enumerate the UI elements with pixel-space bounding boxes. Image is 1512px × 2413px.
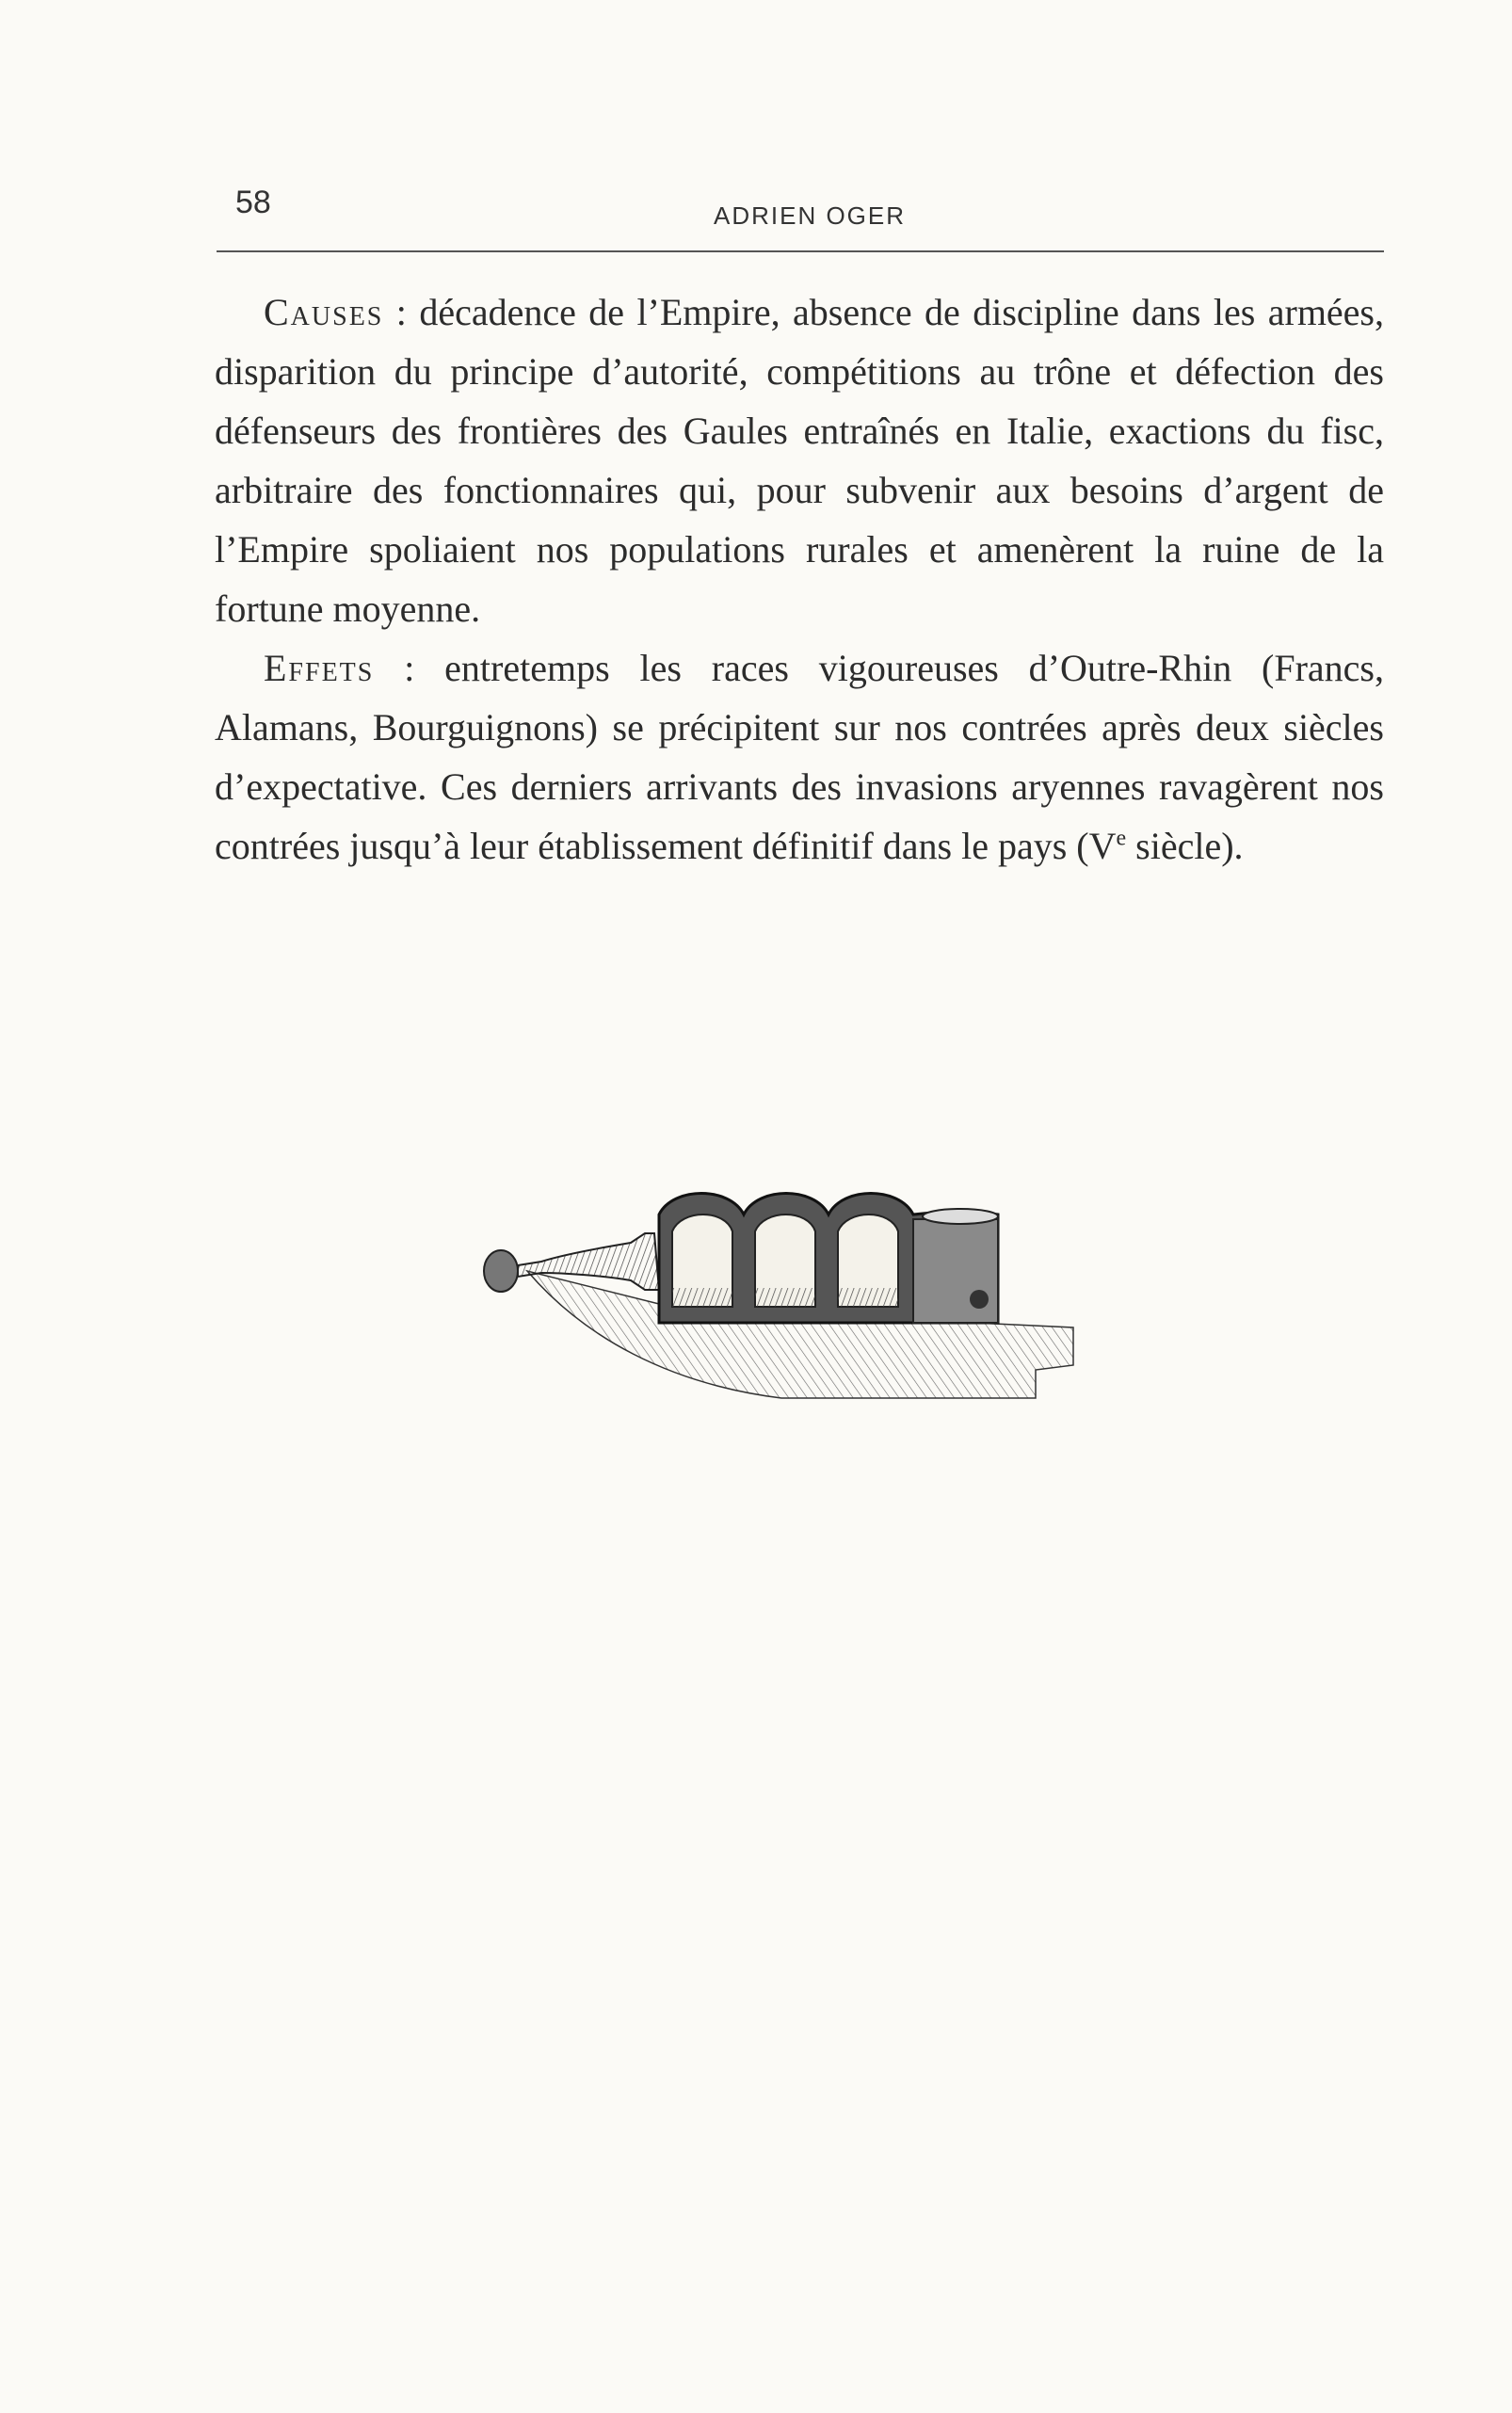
page-header xyxy=(235,185,1384,241)
body-text xyxy=(215,282,1384,876)
page-number: 58 xyxy=(235,185,271,220)
paragraph-causes xyxy=(215,282,1384,638)
paragraph-lead: Effets xyxy=(264,647,375,689)
paragraph-tail: siècle). xyxy=(1126,825,1244,867)
pommel-knob xyxy=(484,1250,518,1292)
header-rule xyxy=(217,250,1384,252)
end-block xyxy=(913,1219,998,1323)
running-head: ADRIEN OGER xyxy=(713,201,907,230)
rivet xyxy=(970,1290,989,1309)
artifact-illustration xyxy=(471,1167,1130,1450)
superscript: e xyxy=(1116,826,1127,851)
end-block-opening xyxy=(923,1209,998,1224)
paragraph-lead: Causes xyxy=(264,291,384,333)
paragraph-text: : décadence de l’Empire, absence de discipline dans les armées, disparition du principe d’autorité, compétitions au trône et défection des défenseurs des frontières des Gaules entraînés en Italie, exactions du fisc, arbitraire des fonctionnaires qui, pour subvenir aux besoins d’argent de l’Empire spoliaient nos populations rurales et amenèrent la ruine de la fortune moyenne. xyxy=(215,291,1384,630)
paragraph-effets xyxy=(215,638,1384,876)
paragraph-text: : entretemps les races vigoureuses d’Outre-Rhin (Francs, Alamans, Bourguignons) se précipitent sur nos contrées après deux siècles d’expectative. Ces derniers arrivants des invasions aryennes ravagèrent nos contrées jusqu’à leur établissement définitif dans le pays (V xyxy=(215,647,1384,867)
